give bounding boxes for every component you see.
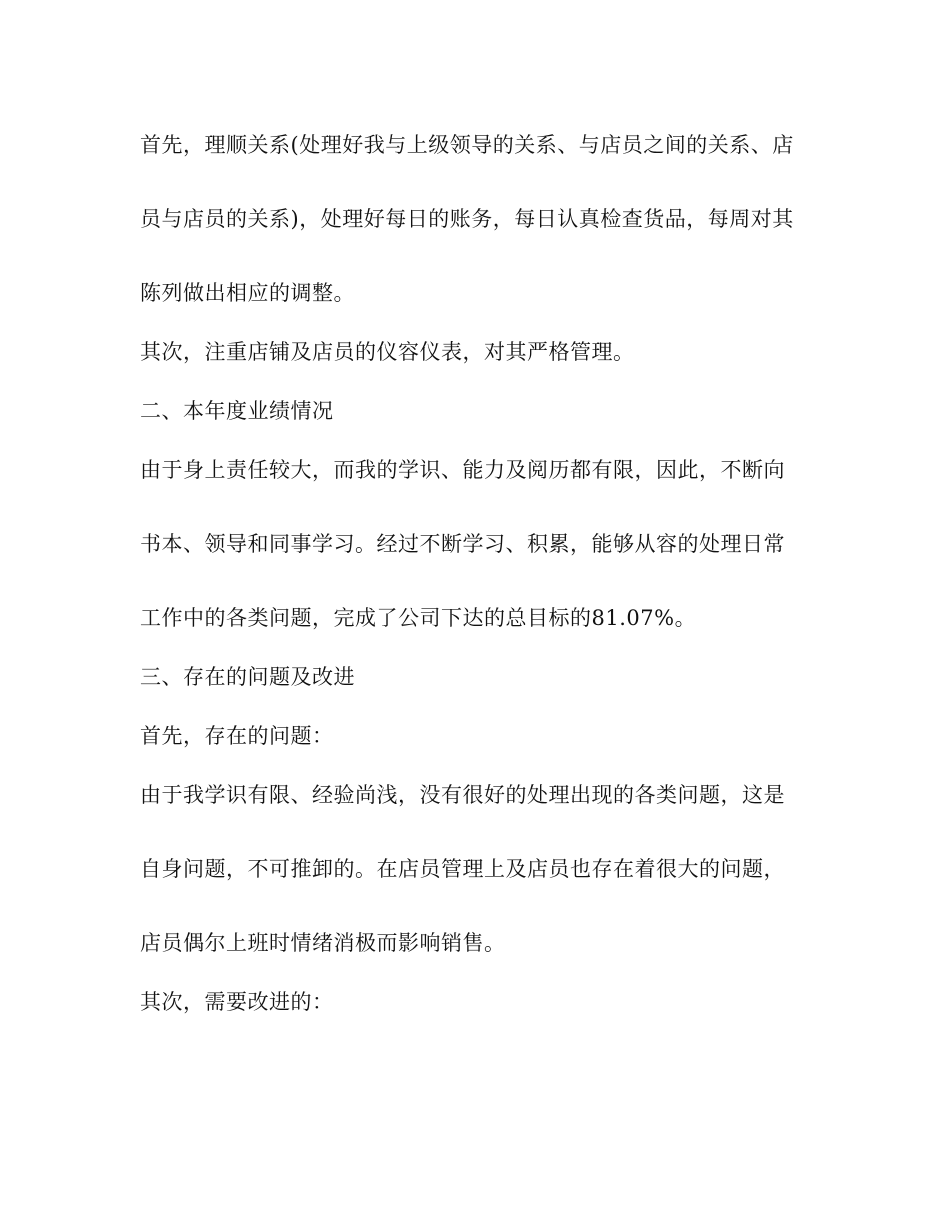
- paragraph-line: 书本、领导和同事学习。经过不断学习、积累，能够从容的处理日常: [140, 532, 785, 556]
- section-heading: 三、存在的问题及改进: [140, 665, 355, 689]
- paragraph-line: 首先，存在的问题：: [140, 724, 334, 748]
- paragraph-line: 由于我学识有限、经验尚浅，没有很好的处理出现的各类问题，这是: [140, 783, 785, 807]
- paragraph-line: 工作中的各类问题，完成了公司下达的总目标的81.07%。: [140, 606, 697, 630]
- section-heading: 二、本年度业绩情况: [140, 399, 334, 423]
- paragraph-line: 陈列做出相应的调整。: [140, 281, 355, 305]
- paragraph-line: 其次，需要改进的：: [140, 990, 334, 1014]
- paragraph-line: 员与店员的关系)，处理好每日的账务，每日认真检查货品，每周对其: [140, 207, 794, 231]
- paragraph-line: 其次，注重店铺及店员的仪容仪表，对其严格管理。: [140, 340, 635, 364]
- paragraph-line: 由于身上责任较大，而我的学识、能力及阅历都有限，因此，不断向: [140, 458, 785, 482]
- paragraph-line: 店员偶尔上班时情绪消极而影响销售。: [140, 931, 506, 955]
- paragraph-line: 首先，理顺关系(处理好我与上级领导的关系、与店员之间的关系、店: [140, 133, 794, 157]
- paragraph-line: 自身问题，不可推卸的。在店员管理上及店员也存在着很大的问题，: [140, 857, 785, 881]
